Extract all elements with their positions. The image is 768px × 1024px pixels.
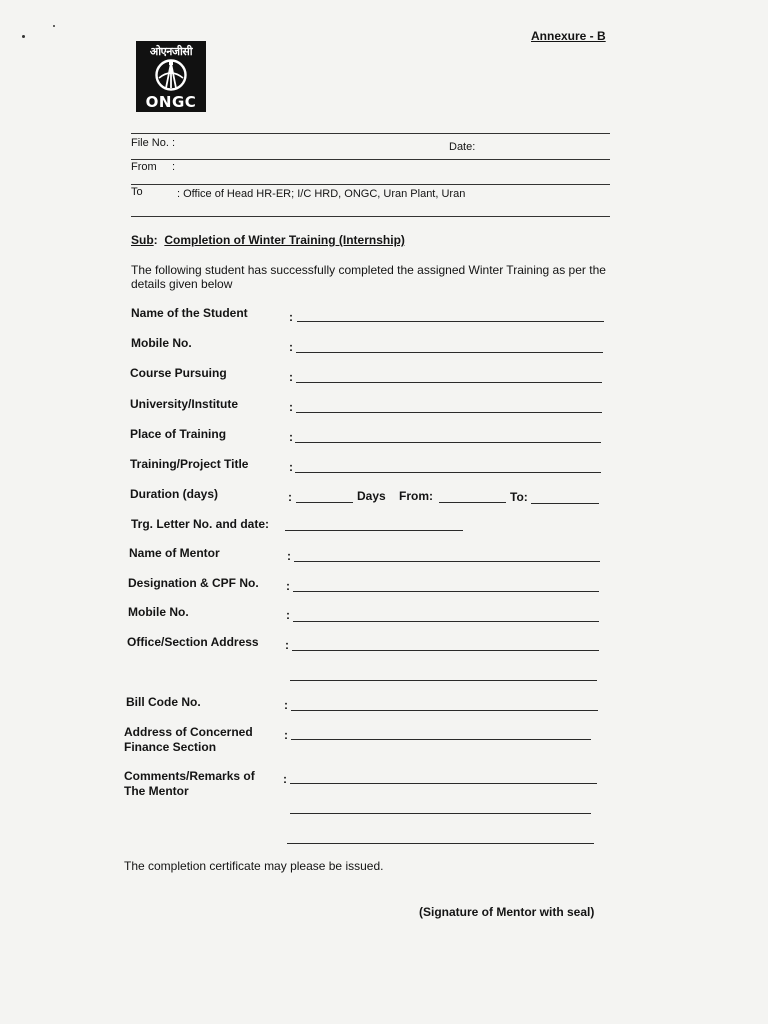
colon: : [289, 430, 293, 444]
label-office-address: Office/Section Address [127, 635, 259, 649]
to-date-field[interactable] [531, 503, 599, 504]
bill-code-field[interactable] [291, 710, 598, 711]
duration-days-field[interactable] [296, 502, 353, 503]
label-designation: Designation & CPF No. [128, 576, 259, 590]
annexure-label: Annexure - B [531, 29, 606, 43]
colon: : [289, 370, 293, 384]
finance-address-field[interactable] [291, 739, 591, 740]
label-place: Place of Training [130, 427, 227, 441]
colon: : [289, 460, 293, 474]
office-address-field[interactable] [292, 650, 599, 651]
colon: : [283, 772, 287, 786]
label-course: Course Pursuing [130, 366, 227, 380]
scan-speck [22, 35, 25, 38]
office-address-field-line2[interactable] [290, 680, 597, 681]
place-field[interactable] [295, 442, 601, 443]
scan-speck [53, 25, 55, 27]
ongc-emblem-icon [153, 58, 189, 92]
header-rule [131, 216, 610, 217]
colon: : [289, 340, 293, 354]
closing-text: The completion certificate may please be issued. [124, 859, 384, 873]
colon: : [288, 490, 292, 504]
designation-field[interactable] [293, 591, 599, 592]
header-rule [131, 159, 610, 160]
colon: : [284, 728, 288, 742]
university-field[interactable] [296, 412, 602, 413]
header-rule [131, 184, 610, 185]
label-comments-line2: The Mentor [124, 784, 189, 798]
label-from-date: From: [399, 489, 433, 503]
subject-separator: : [153, 233, 158, 247]
label-trg-letter: Trg. Letter No. and date: [131, 517, 270, 531]
ongc-logo [136, 41, 206, 112]
header-rule [131, 133, 610, 134]
to-value: : Office of Head HR-ER; I/C HRD, ONGC, Uran Plant, Uran [177, 188, 466, 200]
subject-title: Completion of Winter Training (Internship) [164, 233, 405, 247]
student-name-field[interactable] [297, 321, 604, 322]
label-bill-code: Bill Code No. [126, 695, 201, 709]
label-days: Days [357, 489, 386, 503]
comments-field-line2[interactable] [290, 813, 591, 814]
label-project-title: Training/Project Title [130, 457, 249, 471]
from-date-field[interactable] [439, 502, 506, 503]
logo-hindi-text: ओएनजीसी [149, 45, 193, 58]
to-label: To [131, 186, 143, 198]
from-label: From [131, 161, 157, 173]
label-student-mobile: Mobile No. [131, 336, 192, 350]
label-comments-line1: Comments/Remarks of [124, 769, 255, 783]
signature-label: (Signature of Mentor with seal) [419, 905, 595, 919]
subject-line [131, 233, 405, 247]
logo-english-text: ONGC [145, 93, 197, 111]
colon: : [289, 400, 293, 414]
mentor-name-field[interactable] [294, 561, 600, 562]
student-mobile-field[interactable] [296, 352, 603, 353]
label-finance-line1: Address of Concerned [124, 725, 253, 739]
course-field[interactable] [296, 382, 602, 383]
label-student-name: Name of the Student [131, 306, 248, 320]
colon: : [284, 698, 288, 712]
from-colon: : [172, 161, 176, 173]
label-duration: Duration (days) [130, 487, 219, 501]
colon: : [286, 579, 290, 593]
colon: : [289, 310, 293, 324]
subject-prefix: Sub [131, 233, 154, 247]
colon: : [286, 608, 290, 622]
comments-field-line3[interactable] [287, 843, 594, 844]
label-mentor-name: Name of Mentor [129, 546, 220, 560]
file-no-label: File No. : [131, 137, 176, 149]
intro-paragraph: The following student has successfully completed the assigned Winter Training as per the details given below [131, 263, 606, 291]
label-finance-line2: Finance Section [124, 740, 217, 754]
label-mentor-mobile: Mobile No. [128, 605, 189, 619]
label-to-date: To: [510, 490, 528, 504]
colon: : [285, 638, 289, 652]
comments-field[interactable] [290, 783, 597, 784]
label-university: University/Institute [130, 397, 239, 411]
project-title-field[interactable] [295, 472, 601, 473]
colon: : [287, 549, 291, 563]
date-label: Date: [449, 141, 476, 153]
mentor-mobile-field[interactable] [293, 621, 599, 622]
trg-letter-field[interactable] [285, 530, 463, 531]
